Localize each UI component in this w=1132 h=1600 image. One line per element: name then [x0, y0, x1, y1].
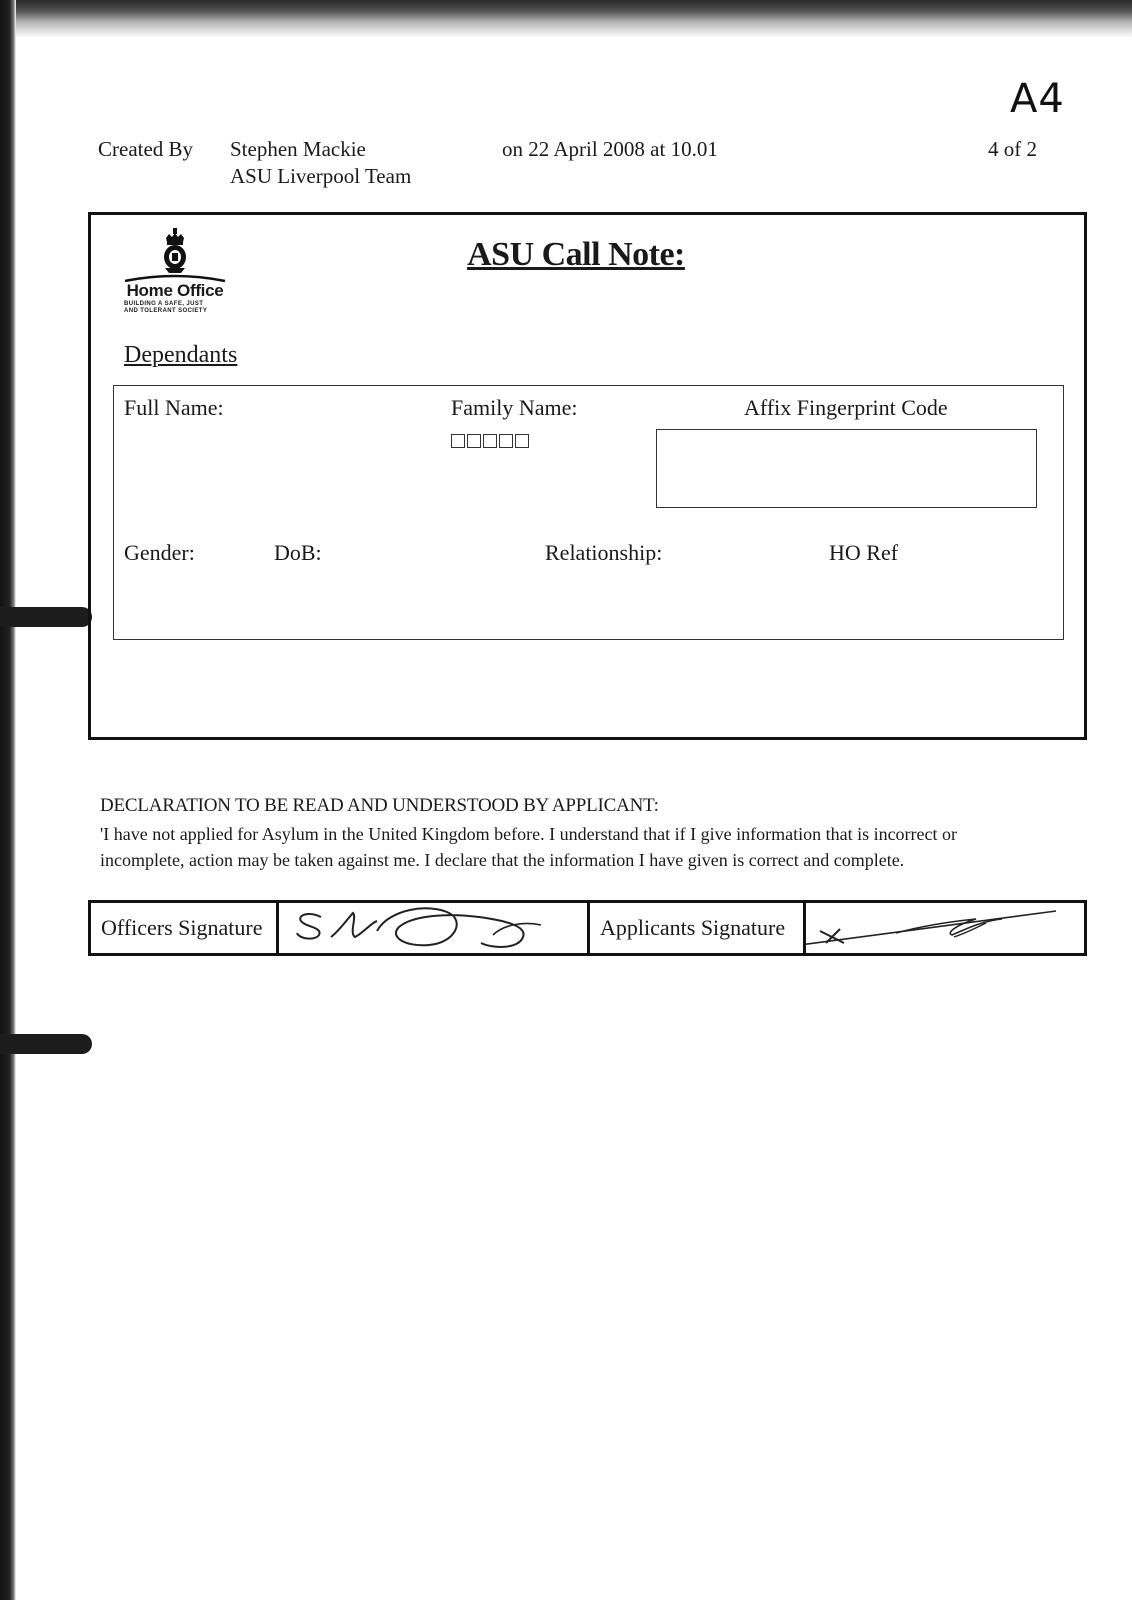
gender-label: Gender: — [124, 540, 195, 565]
logo-tagline-line-1: BUILDING A SAFE, JUST — [124, 301, 204, 307]
logo-name: Home Office — [126, 281, 224, 300]
binder-clip-bottom — [0, 1034, 92, 1054]
section-title-dependants: Dependants — [124, 342, 238, 368]
scan-top-edge — [0, 0, 1132, 38]
creator-block — [230, 136, 411, 190]
creator-team: ASU Liverpool Team — [230, 164, 412, 188]
logo-tagline — [124, 301, 228, 314]
fingerprint-label: Affix Fingerprint Code — [744, 395, 948, 420]
family-name-char-boxes[interactable] — [451, 434, 529, 448]
declaration-heading: DECLARATION TO BE READ AND UNDERSTOOD BY APPLICANT: — [100, 795, 659, 816]
family-name-char-box[interactable] — [499, 434, 513, 448]
signature-table — [88, 900, 1087, 956]
page-count: 4 of 2 — [988, 137, 1037, 161]
dependant-details-box — [113, 385, 1064, 640]
declaration-text: 'I have not applied for Asylum in the United Kingdom before. I understand that if I give information that is incorrect or incomplete, action may be taken against me. I declare that the information I have given is correct and complete. — [100, 824, 958, 870]
dob-label: DoB: — [274, 540, 322, 565]
full-name-label: Full Name: — [124, 395, 224, 420]
applicant-signature-label-cell — [590, 903, 806, 953]
ho-ref-label: HO Ref — [829, 540, 899, 565]
creator-name: Stephen Mackie — [230, 137, 366, 161]
family-name-char-box[interactable] — [515, 434, 529, 448]
logo-tagline-line-2: AND TOLERANT SOCIETY — [124, 307, 208, 314]
family-name-char-box[interactable] — [483, 434, 497, 448]
applicant-signature-field[interactable] — [806, 903, 1084, 953]
applicant-signature-label: Applicants Signature — [600, 915, 786, 940]
created-by-label: Created By — [98, 137, 194, 161]
officer-signature-field[interactable] — [279, 903, 590, 953]
officer-signature-label-cell — [91, 903, 279, 953]
officer-signature-label: Officers Signature — [101, 915, 263, 940]
binder-clip-top — [0, 607, 92, 627]
scan-left-edge — [0, 0, 16, 1600]
family-name-char-box[interactable] — [467, 434, 481, 448]
form-title: ASU Call Note: — [467, 236, 685, 273]
fingerprint-code-field[interactable] — [656, 429, 1037, 508]
family-name-char-box[interactable] — [451, 434, 465, 448]
relationship-label: Relationship: — [545, 540, 663, 565]
created-on-date: on 22 April 2008 at 10.01 — [502, 137, 718, 161]
officer-signature-scribble — [279, 903, 584, 953]
family-name-label: Family Name: — [451, 395, 578, 420]
handwritten-page-mark: A4 — [1010, 76, 1065, 122]
applicant-signature-scribble — [806, 903, 1082, 953]
